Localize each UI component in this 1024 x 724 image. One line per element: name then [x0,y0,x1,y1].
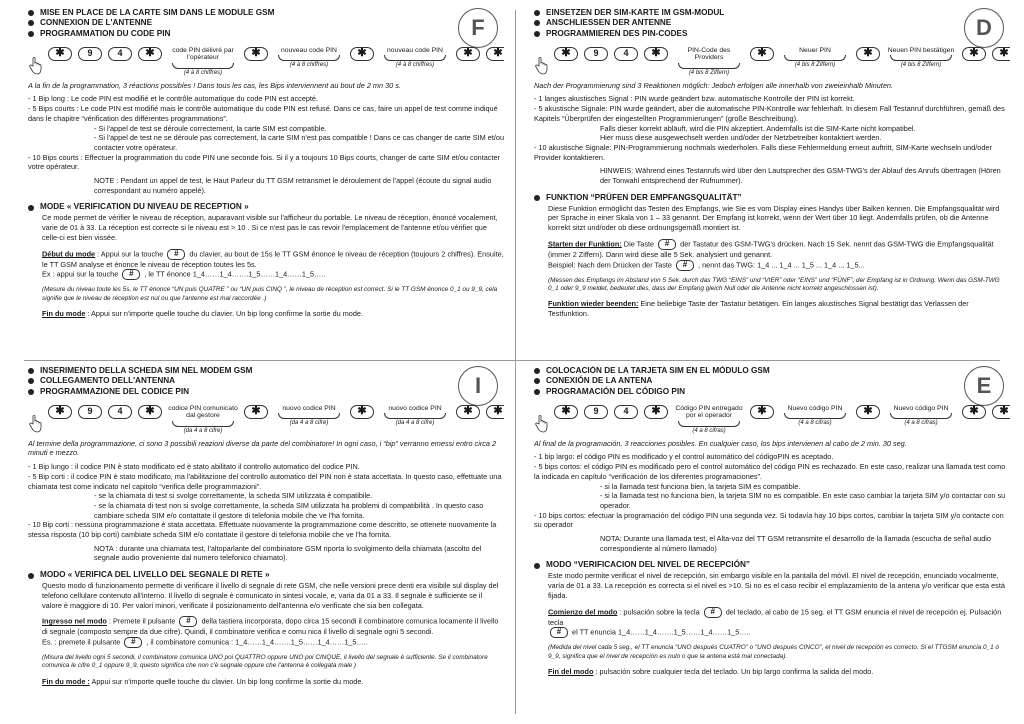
language-section-es [534,366,1010,716]
digit-count-label: (4 à 8 chiffres) [289,62,329,69]
mode-start-text-b: del teclado, al cabo de 15 seg. el TT GSM enuncia el nivel de recepción ej. Pulsación tecla [548,606,1002,627]
language-section-de [534,8,1010,358]
pointing-hand-icon [28,57,42,75]
section-headers [28,366,504,397]
digit-count-label: (da 4 a 8 cifre) [183,427,223,434]
mode-end-label: Fin du mode [42,308,86,318]
bullet-icon [534,563,540,569]
bullet-icon [534,10,540,16]
key-9: 9 [584,47,608,61]
intro-text: A la fin de la programmation, 3 réactions possibles ! Dans tous les cas, les Bips interviennent au bout de 2 mn 30 s. [28,80,401,90]
reaction-ten-beeps: - 10 bips cortos: efectuar la programación del código PIN una segunda vez. Si todavía hay 10 bips cortos, cambiar la tarjeta SIM y/o contacte con su operador [534,510,1004,530]
note-text: NOTA: Durante una llamada test, el Alta-voz del TT GSM retransmite el desarrollo de la llamada (escucha de señal audio correspondiente al número llamado) [600,534,991,553]
confirm-pin-label: nuovo codice PIN [388,404,442,412]
star-key: ✱ [992,47,1010,61]
reaction-list [534,94,1010,185]
bullet-icon [28,20,34,26]
digit-count-label: (4 bis 8 Ziffern) [688,69,730,76]
measure-note: (Mesure du niveau toute les 5s, le TT énonce “UN puis QUATRE ” ou “UN puis CINQ ”, le niveau de réception est correct. Si le TT GSM énonce 0_1 ou 9_9, cela signifie que le niveau de réception est nul ou que l'antenne est mal raccordée .) [42,286,498,302]
reaction-list [28,462,504,563]
example-text-b: , il combinatore comunica : 1_4……1_4…….1_5……1_4……1_5….. [144,637,368,647]
mode-start [548,607,1010,628]
reaction-five-beeps-ok: - si la llamada test funciona bien, la tarjeta SIM es compatible. [600,481,801,491]
star-key: ✱ [750,405,774,419]
reaction-five-beeps-ko: - Si l'appel de test ne se déroule pas correctement, la carte SIM n'est pas compatible ! Dans ce cas changer de carte SIM et/ou contacter votre opérateur. [94,133,504,152]
star-key: ✱ [244,405,268,419]
confirm-pin-group [886,405,956,428]
key-4: 4 [614,47,638,61]
brace [278,413,340,419]
reaction-ten-beeps: - 10 akustische Signale: PIN-Programmierung nochmals wiederholen. Falls diese Fehlermeldung erneut auftritt, SIM-Karte wechseln und/oder Provider kontaktieren. [534,142,992,162]
mode-start-label: Début du mode [42,248,96,258]
mode-start-text-a: Die Taste [621,239,657,249]
reaction-ten-beeps: - 10 Bips courts : Effectuer la programmation du code PIN une seconde fois. Si il y a toujours 10 Bips courts, changer de carte SIM et/ou contacter votre opérateur. [28,152,500,172]
mode-start-text-b: della tastiera incorporata, dopo circa 15 secondi il combinatore comunica locamente il livello di segnale (composto sempre da due cifre). Quindi, il combinatore verifica e comu nica il livello di segnale ogni 5 secondi. [42,616,499,637]
horizontal-divider [24,360,1000,361]
reaction-five-beeps: - 5 Bip corti : il codice PIN è stato modificato, ma l'abilitazione del controllo automatico del PIN non è stata accettata. In questo caso, effettuate una chiamata test come indicato nel capitolo “verifica delle programmazioni”. [28,471,502,491]
digit-count-label: (4 a 8 cifras) [692,427,726,434]
mode-start-text-a: : pulsación sobre la tecla [617,606,702,616]
header-sim: EINSETZEN DER SIM-KARTE IM GSM-MODUL [546,8,725,17]
reaction-five-beeps: - 5 bips cortos: el código PIN es modificado pero el control automático del código PIN es rechazado. En este caso, realizar una llamada test como la indicada en capítulo “verificación de los diferentes programaciones”. [534,462,1006,481]
star-key: ✱ [750,47,774,61]
bullet-icon [28,378,34,384]
hash-key-icon: # [704,607,722,618]
mode-end-label: Fin du mode : [42,676,90,686]
bullet-icon [534,31,540,37]
intro-text: Al final de la programación, 3 reacciones posibles. En cualquier caso, los bips intervienen al cabo de 2 min. 30 seg. [534,438,907,448]
mode-start-label: Comienzo del modo [548,606,618,616]
example-text-a: Beispiel: Nach dem Drücken der Taste [548,259,674,269]
header-antenna: ANSCHLIESSEN DER ANTENNE [546,18,672,28]
brace [278,55,340,61]
star-key: ✱ [456,47,480,61]
language-letter-badge: I [458,366,498,406]
reaction-long-beep: - 1 bip largo: el código PIN es modificado y el control automático del códigoPIN es aceptado. [534,452,834,462]
mode-example [42,637,504,648]
star-key: ✱ [350,47,374,61]
brace [678,63,740,69]
mode-end-text: : Appui sur n'importe quelle touche du clavier. Un bip long confirme la sortie du mode. [85,308,363,318]
mode-title-text: MODO « VERIFICA DEL LIVELLO DEL SEGNALE DI RETE » [40,570,270,580]
intro-text: Nach der Programmierung sind 3 Reaktionen möglich: Jedoch erfolgen alle innerhalb von zweieinhalb Minuten. [534,80,893,90]
measure-note: (Misura del livello ogni 5 secondi, il combinatore comunica UNO poi QUATTRO oppure UNO poi CINQUE, il livello del segnale è sufficiente. Se il combinatore comunica le cifre 0_1 oppure 9_9, questo significa che non c'è segnale oppure che l'antenna è collegata male ) [42,653,488,670]
language-section-fr [28,8,504,358]
mode-title [534,560,1010,571]
mode-title-text: MODE « VERIFICATION DU NIVEAU DE RECEPTION » [40,202,249,212]
reaction-list [28,94,504,195]
bullet-icon [534,378,540,384]
old-pin-label: codice PIN comunicato dal gestore [168,404,238,420]
mode-body [42,581,504,686]
key-9: 9 [78,405,102,419]
language-section-it [28,366,504,716]
star-key: ✱ [138,405,162,419]
hash-key-icon: # [179,616,197,627]
note-text: HINWEIS: Während eines Testanrufs wird über den Lautsprecher des GSM-TWG's der Ablauf des Anrufs übertragen (Hören der Tonwahl entsprechend der Rufnummer). [600,166,1001,186]
mode-end-text: : pulsación sobre cualquier tecla del teclado. Un bip largo confirma la salida del modo. [593,666,874,676]
star-key: ✱ [244,47,268,61]
vertical-divider [515,10,516,714]
mode-title [534,193,1010,204]
example-text-b: , le TT énonce 1_4……1_4…….1_5……1_4……1_5….. [142,269,326,279]
mode-end [42,309,504,319]
bullet-icon [28,389,34,395]
bullet-icon [534,195,540,201]
digit-count-label: (4 a 8 cifras) [904,420,938,427]
bullet-icon [28,10,34,16]
mode-title [28,202,504,213]
header-sim: COLOCACIÓN DE LA TARJETA SIM EN EL MÓDULO GSM [546,366,770,375]
star-key: ✱ [554,47,578,61]
mode-example [548,627,1010,638]
reaction-five-beeps-ok: - Si l'appel de test se déroule correctement, la carte SIM est compatible. [94,123,327,133]
confirm-pin-group [380,47,450,70]
mode-example [548,260,1010,271]
section-headers [534,8,1010,39]
star-key: ✱ [48,405,72,419]
new-pin-label: nouveau code PIN [281,46,337,54]
measure-note: (Messen des Empfangs im Abstand von 5 Sek. durch das TWG “EINS” und “VIER” oder “EINS” und “FÜNF”, der Empfang ist in Ordnung. Wenn das GSM-TWG 0_1 oder 9_9 meldet, bedeutet dies, dass der Empfang gleich Null oder die Antenne nicht korrekt angeschlossen ist). [548,276,1000,292]
brace [678,421,740,427]
key-4: 4 [614,405,638,419]
mode-body [548,571,1010,676]
header-pin: PROGRAMACIÓN DEL CÓDIGO PIN [546,386,686,396]
digit-count-label: (4 à 8 chiffres) [183,69,223,76]
mode-end [548,299,1010,318]
mode-end-label: Fin del modo [548,666,594,676]
hash-key-icon: # [550,627,568,638]
example-text-b: , nennt das TWG: 1_4 ... 1_4 ... 1_5 ... 1_4 ... 1_5... [696,259,865,269]
new-pin-group [274,47,344,70]
header-pin: PROGRAMMIEREN DES PIN-CODES [546,28,688,38]
star-key: ✱ [138,47,162,61]
reaction-five-beeps: - 5 Bips courts : Le code PIN est modifié mais le contrôle automatique du code PIN est refusé. Dans ce cas, faire un appel de test comme indiqué dans le chapitre “vérification des différentes programmations”. [28,104,498,123]
mode-start-text-a: : Premete il pulsante [106,616,178,626]
mode-start-label: Starten der Funktion: [548,239,622,249]
mode-title-text: MODO “VERIFICACION DEL NIVEL DE RECEPCIÓN” [546,560,750,570]
confirm-pin-group [886,47,956,70]
hash-key-icon: # [122,269,140,280]
star-key: ✱ [486,405,504,419]
brace [784,413,846,419]
star-key: ✱ [644,47,668,61]
bullet-icon [534,20,540,26]
star-key: ✱ [856,47,880,61]
confirm-pin-label: nouveau code PIN [387,46,443,54]
old-pin-group [674,47,744,78]
new-pin-label: Nuevo código PIN [787,404,843,412]
new-pin-group [780,405,850,428]
brace [890,55,952,61]
mode-description: Diese Funktion ermöglicht das Testen des Empfangs, wie Sie es vom Display eines Handys über Balken kennen. Die Empfangsqualität wird per Sprache in einer Skala von 1 – 33 genannt. Der Empfang ist korrekt, wenn der Wert über 10 liegt. Andernfalls prüfen, ob die Antenne korrekt sitzt und/oder ob diese ordnungsgemäß montiert ist. [548,203,1000,233]
reaction-five-beeps-ko: Hier muss diese ausgewechselt werden und/oder der Netzbetreiber kontaktiert werden. [600,133,882,143]
old-pin-group [168,405,238,436]
star-key: ✱ [992,405,1010,419]
mode-start [42,616,504,637]
old-pin-label: PIN-Code des Providers [687,46,731,62]
new-pin-label: Neuer PIN [799,46,831,54]
key-sequence [48,47,504,81]
example-text-a: Es. : premete il pulsante [42,637,123,647]
pointing-hand-icon [534,57,548,75]
confirm-pin-group [380,405,450,428]
digit-count-label: (4 à 8 chiffres) [395,62,435,69]
language-letter-badge: E [964,366,1004,406]
mode-title-text: FUNKTION “PRÜFEN DER EMPFANGSQUALITÄT” [546,192,742,202]
star-key: ✱ [856,405,880,419]
key-sequence [554,47,1010,81]
reaction-five-beeps-ok: Falls dieser korrekt abläuft, wird die PIN akzeptiert. Andernfalls ist die SIM-Karte nicht kompatibel. [600,123,916,133]
mode-start-label: Ingresso nel modo [42,616,107,626]
star-key: ✱ [962,405,986,419]
mode-end-text: Appui sur n'importe quelle touche du clavier. Un bip long confirme la sortie du mode. [89,676,364,686]
old-pin-label: code PIN délivré par l'opérateur [172,46,234,62]
brace [890,413,952,419]
pointing-hand-icon [28,415,42,433]
bullet-icon [28,573,34,579]
bullet-icon [28,205,34,211]
hash-key-icon: # [676,260,694,271]
star-key: ✱ [456,405,480,419]
key-9: 9 [584,405,608,419]
brace [384,55,446,61]
digit-count-label: (da 4 a 8 cifre) [395,420,435,427]
mode-description: Ce mode permet de vérifier le niveau de réception, auparavant visible sur l'afficheur du portable. Le niveau de réception, énoncé vocalement, varie de 01 à 33. La réception est correcte si le niveau est > 10 . Si ce n'est pas le cas revoir l'emplacement de l'antenne et/ou vérifier que celle-ci est bien vissée. [42,213,498,242]
digit-count-label: (4 bis 8 Ziffern) [900,62,942,69]
star-key: ✱ [350,405,374,419]
header-antenna: COLLEGAMENTO DELL'ANTENNA [40,376,176,386]
hash-key-icon: # [167,249,185,260]
mode-end-label: Funktion wieder beenden: [548,299,639,309]
mode-description: Este modo permite verificar el nivel de recepción, sin embargo visible en la pantalla del móvil. El nivel de recepción, enunciado vocalmente, varía de 01 a 33. La recepción es correcta si el nivel es >10. Si no es el caso recibir el emplazamiento de la antena y/o verificar que esta está fijada. [548,571,1005,600]
mode-end-text: Eine beliebige Taste der Tastatur betätigen. Ein langes akustisches Signal bestätigt das Verlassen der Testfunktion. [548,299,969,318]
language-letter-badge: D [964,8,1004,48]
measure-note: (Medida del nivel cada 5 seg., el TT enuncia “UNO después CUATRO” o “UNO después CINCO”, el nivel de recepción es correcto. Si el TTGSM enuncia 0_1 ó 9_9, significa que el nivel de recepción es nulo o que la antena está mal conectada). [548,644,999,660]
intro-text: Al termine della programmazione, ci sono 3 possibili reazioni diverse da parte del combinatore! In ogni caso, i “bip” verranno emessi entro circa 2 minuti e mezzo. [28,438,497,458]
key-9: 9 [78,47,102,61]
pointing-hand-icon [534,415,548,433]
digit-count-label: (4 a 8 cifras) [798,420,832,427]
old-pin-group [168,47,238,78]
mode-start-text-a: : Appui sur la touche [95,248,166,258]
header-pin: PROGRAMMATION DU CODE PIN [40,28,171,38]
mode-start [548,239,1010,260]
key-4: 4 [108,405,132,419]
reaction-long-beep: - 1 Bip lungo : il codice PIN è stato modificato ed è stato abilitato il controllo automatico del codice PIN. [28,462,360,472]
example-text-a: Ex : appui sur la touche [42,269,121,279]
old-pin-label: Código PIN entregado por el operador [675,404,743,420]
note-text: NOTE : Pendant un appel de test, le Haut Parleur du TT GSM retransmet le déroulement de l'appel (écoute du signal audio correspondant au numéro appelé). [94,176,492,195]
reaction-ten-beeps: - 10 Bip corti : nessuna programmazione è stata accettata. Effettuate nuovamente la programmazione come descritto, se ottenete nuovamente la stessa risposta (10 bip corti) cambiate scheda SIM e/o contattate il gestore di telefonia mobile che ve l'ha fornita. [28,520,497,540]
reaction-long-beep: - 1 Bip long : Le code PIN est modifié et le contrôle automatique du code PIN est accepté. [28,94,319,104]
bullet-icon [28,31,34,37]
section-headers [28,8,504,39]
new-pin-group [274,405,344,428]
mode-end [42,677,504,687]
bullet-icon [534,389,540,395]
confirm-pin-label: Nuevo código PIN [893,404,949,412]
mode-end [548,667,1010,677]
star-key: ✱ [644,405,668,419]
note-text: NOTA : durante una chiamata test, l'altoparlante del combinatore GSM riporta lo svolgimento della chiamata (ascolto del segnale audio proveniente dal numero telefonico chiamato). [94,543,482,563]
header-antenna: CONNEXION DE L'ANTENNE [40,18,153,28]
star-key: ✱ [554,405,578,419]
old-pin-group [674,405,744,436]
new-pin-group [780,47,850,70]
mode-body [42,213,504,318]
key-sequence [48,405,504,439]
header-sim: MISE EN PLACE DE LA CARTE SIM DANS LE MODULE GSM [40,8,275,17]
reaction-five-beeps-ko: - se la chiamata di test non si svolge correttamente, la scheda SIM utilizzata ha problemi di compatibilità . In questo caso cambiare scheda SIM e/o contattate il gestore di telefonia mobile che ve l'ha fornita. [94,500,484,520]
mode-start-text-b: du clavier, au bout de 15s le TT GSM énonce le niveau de réception (toujours 2 chiffres). Ensuite, le TT GSM analyse et énonce le niveau de réception toutes les 5s. [42,248,504,269]
star-key: ✱ [486,47,504,61]
reaction-five-beeps-ko: - si la llamada test no funciona bien, la tarjeta SIM no es compatible. En este caso cambiar la tarjeta SIM y/o contactar con su operador. [600,491,1006,510]
digit-count-label: (4 bis 8 Ziffern) [794,62,836,69]
mode-start [42,249,504,270]
header-antenna: CONEXIÓN DE LA ANTENA [546,376,653,386]
hash-key-icon: # [658,239,676,250]
brace [172,421,234,427]
key-sequence [554,405,1010,439]
header-pin: PROGRAMMAZIONE DEL CODICE PIN [40,386,190,396]
reaction-five-beeps: - 5 akustische Signale: PIN wurde geändert, aber die automatische PIN-Kontrolle war fehlerhaft. In diesem Fall Testanruf durchführen, gemäß des Kapitels “Überprüfen der eingestellten Programmierungen” (große Beschreibung). [534,104,1005,123]
mode-description: Questo modo di funzionamento permette di verificare il livello di segnale di rete GSM, che nelle versioni prece denti era visibile sul display del telefono cellulare contenuto all'interno. Il livello di segnale è comunicato in sintesi vocale, e, varia da 01 a 33. Il segnale è sufficiente se il valore è maggiore di 10. Per valori minori, verificate il posizionamento dell'antenna e/o verificate che sia ben collegata. [42,581,499,610]
example-text-b: el TT enuncia 1_4……1_4…….1_5……1_4……1_5….. [570,627,751,637]
brace [172,63,234,69]
mode-body [548,204,1010,319]
new-pin-label: nuovo codice PIN [282,404,336,412]
hash-key-icon: # [124,637,142,648]
reaction-long-beep: - 1 langes akustisches Signal : PIN wurde geändert bzw. automatische Kontrolle der PIN ist korrekt. [534,94,855,104]
reaction-list [534,452,1010,553]
brace [784,55,846,61]
mode-title [28,570,504,581]
confirm-pin-label: Neuen PIN bestätigen [887,46,955,54]
mode-start-text-b: der Tastatur des GSM-TWG's drücken. Nach 15 Sek. nennt das GSM-TWG die Empfangsqualität (immer 2 Ziffern). Dann wird diese alle 5 Sek. analysiert und genannt. [548,239,994,259]
language-letter-badge: F [458,8,498,48]
bullet-icon [28,368,34,374]
header-sim: INSERIMENTO DELLA SCHEDA SIM NEL MODEM GSM [40,366,253,375]
reaction-five-beeps-ok: - se la chiamata di test si svolge correttamente, la scheda SIM utilizzata è compatibile. [94,491,373,501]
key-4: 4 [108,47,132,61]
brace [384,413,446,419]
bullet-icon [534,368,540,374]
section-headers [534,366,1010,397]
digit-count-label: (da 4 a 8 cifre) [289,420,329,427]
star-key: ✱ [48,47,72,61]
star-key: ✱ [962,47,986,61]
mode-example [42,269,504,280]
